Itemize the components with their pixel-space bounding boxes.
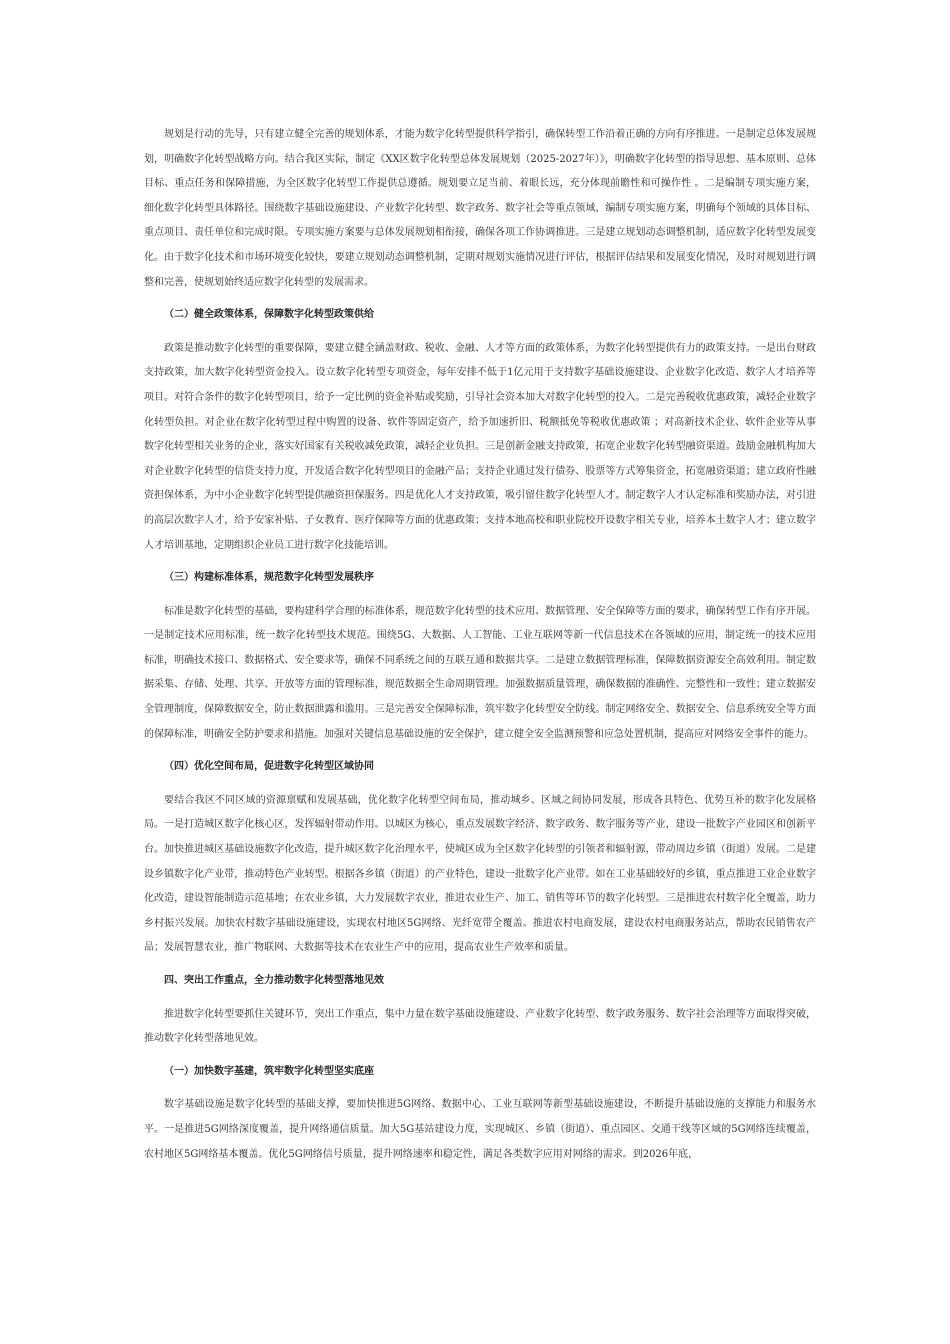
body-paragraph: 要结合我区不同区域的资源禀赋和发展基础，优化数字化转型空间布局，推动城乡、区域之间协同发展，形成各具特色、优势互补的数字化发展格局。一是打造城区数字化核心区，发挥辐射带动作用。以城区为核心，重点发展数字经济、数字政务、数字服务等产业，建设一批数字产业园区和创新平台。加快推进城区基础设施数字化改造，提升城区数字化治理水平，使城区成为全区数字化转型的引领者和辐射源，带动周边乡镇（街道）发展。二是建设乡镇数字化产业带，推动特色产业转型。根据各乡镇（街道）的产业特色，建设一批数字化产业带。如在工业基础较好的乡镇，重点推进工业企业数字化改造，建设智能制造示范基地；在农业乡镇，大力发展数字农业，推进农业生产、加工、销售等环节的数字化转型。三是推进农村数字化全覆盖，助力乡村振兴发展。加快农村数字基础设施建设，实现农村地区5G网络、光纤宽带全覆盖。推进农村电商发展，建设农村电商服务站点，帮助农民销售农产品；发展智慧农业，推广物联网、大数据等技术在农业生产中的应用，提高农业生产效率和质量。: [144, 794, 816, 954]
chapter-heading: 四、突出工作重点，全力推动数字化转型落地见效: [164, 975, 384, 986]
body-paragraph: 政策是推动数字化转型的重要保障，要建立健全涵盖财政、税收、金融、人才等方面的政策体系，为数字化转型提供有力的政策支持。一是出台财政支持政策，加大数字化转型资金投入。设立数字化转型专项资金，每年安排不低于1亿元用于支持数字基础设施建设、企业数字化改造、数字人才培养等项目。对符合条件的数字化转型项目，给予一定比例的资金补贴或奖励，引导社会资本加大对数字化转型的投入。二是完善税收优惠政策，减轻企业数字化转型负担。对企业在数字化转型过程中购置的设备、软件等固定资产，给予加速折旧、税额抵免等税收优惠政策 ；对高新技术企业、软件企业等从事数字化转型相关业务的企业，落实好国家有关税收减免政策，减轻企业负担。三是创新金融支持政策，拓宽企业数字化转型融资渠道。鼓励金融机构加大对企业数字化转型的信贷支持力度，开发适合数字化转型项目的金融产品；支持企业通过发行债券、股票等方式筹集资金，拓宽融资渠道；建立政府性融资担保体系，为中小企业数字化转型提供融资担保服务。四是优化人才支持政策，吸引留住数字化转型人才。制定数字人才认定标准和奖励办法，对引进的高层次数字人才，给予安家补贴、子女教育、医疗保障等方面的优惠政策；支持本地高校和职业院校开设数字相关专业，培养本土数字人才；建立数字人才培训基地，定期组织企业员工进行数字化技能培训。: [144, 342, 816, 551]
body-paragraph: 推进数字化转型要抓住关键环节，突出工作重点，集中力量在数字基础设施建设、产业数字化转型、数字政务服务、数字社会治理等方面取得突破，推动数字化转型落地见效。: [144, 1008, 816, 1045]
body-paragraph: 数字基础设施是数字化转型的基础支撑，要加快推进5G网络、数据中心、工业互联网等新型基础设施建设，不断提升基础设施的支撑能力和服务水平。一是推进5G网络深度覆盖，提升网络通信质量。加大5G基站建设力度，实现城区、乡镇（街道）、重点园区、交通干线等区域的5G网络连续覆盖，农村地区5G网络基本覆盖。优化5G网络信号质量，提升网络速率和稳定性，满足各类数字应用对网络的需求。到2026年底，: [144, 1099, 816, 1160]
body-paragraph: 标准是数字化转型的基础，要构建科学合理的标准体系，规范数字化转型的技术应用、数据管理、安全保障等方面的要求，确保转型工作有序开展。一是制定技术应用标准，统一数字化转型技术规范。围绕5G、大数据、人工智能、工业互联网等新一代信息技术在各领域的应用，制定统一的技术应用标准，明确技术接口、数据格式、安全要求等，确保不同系统之间的互联互通和数据共享。二是建立数据管理标准，保障数据资源安全高效利用。制定数据采集、存储、处理、共享、开放等方面的管理标准，规范数据全生命周期管理。加强数据质量管理，确保数据的准确性、完整性和一致性；建立数据安全管理制度，保障数据安全，防止数据泄露和滥用。三是完善安全保障标准，筑牢数字化转型安全防线。制定网络安全、数据安全、信息系统安全等方面的保障标准，明确安全防护要求和措施。加强对关键信息基础设施的安全保护，建立健全安全监测预警和应急处置机制，提高应对网络安全事件的能力。: [144, 605, 816, 740]
section-heading: （四）优化空间布局，促进数字化转型区域协同: [164, 761, 374, 773]
section-heading: （二）健全政策体系，保障数字化转型政策供给: [164, 309, 374, 321]
section-heading: （三）构建标准体系，规范数字化转型发展秩序: [164, 572, 374, 584]
section-heading: （一）加快数字基建，筑牢数字化转型坚实底座: [164, 1065, 374, 1077]
body-paragraph: 规划是行动的先导，只有建立健全完善的规划体系，才能为数字化转型提供科学指引，确保转型工作沿着正确的方向有序推进。一是制定总体发展规划，明确数字化转型战略方向。结合我区实际，制定《XX区数字化转型总体发展规划（2025-2027年）》，明确数字化转型的指导思想、基本原则、总体目标、重点任务和保障措施，为全区数字化转型工作提供总遵循。规划要立足当前、着眼长远，充分体现前瞻性和可操作性 。二是编制专项实施方案，细化数字化转型具体路径。围绕数字基础设施建设、产业数字化转型、数字政务、数字社会等重点领域，编制专项实施方案，明确每个领域的具体目标、重点项目、责任单位和完成时限。专项实施方案要与总体发展规划相衔接，确保各项工作协调推进。三是建立规划动态调整机制，适应数字化转型发展变化。由于数字化技术和市场环境变化较快，要建立规划动态调整机制，定期对规划实施情况进行评估，根据评估结果和发展变化情况，及时对规划进行调整和完善，使规划始终适应数字化转型的发展需求。: [144, 129, 816, 288]
